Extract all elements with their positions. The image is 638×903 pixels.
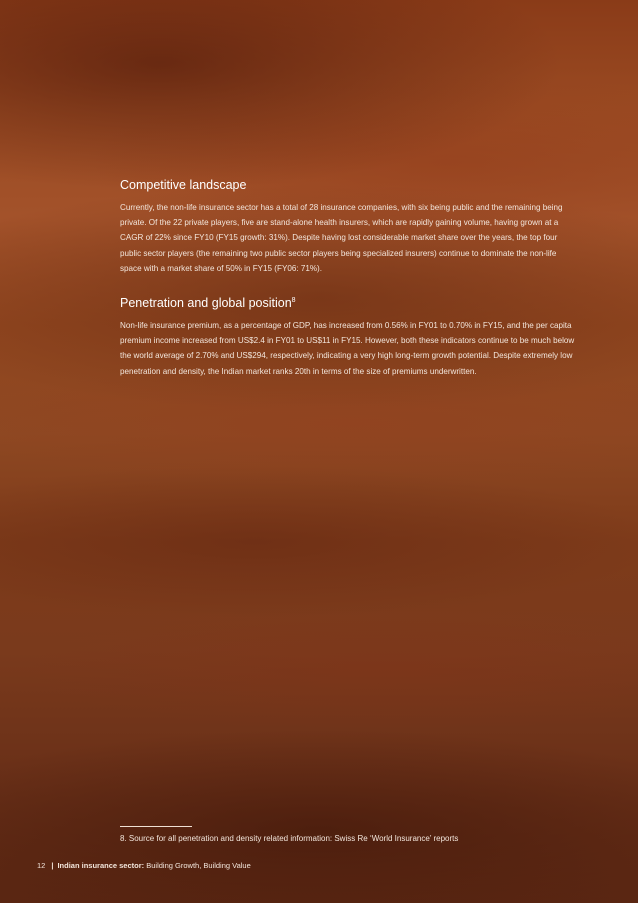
page-number: 12 bbox=[37, 861, 46, 870]
footnote: 8. Source for all penetration and density related information: Swiss Re ‘World Insurance’ reports bbox=[120, 834, 459, 843]
publication-tagline: Building Growth, Building Value bbox=[146, 861, 251, 870]
section-penetration-global-position bbox=[120, 296, 580, 379]
section-competitive-landscape bbox=[120, 178, 580, 276]
section-heading-text: Penetration and global position bbox=[120, 296, 292, 311]
footer-separator: | bbox=[51, 861, 54, 870]
footnote-reference[interactable]: 8 bbox=[291, 296, 296, 304]
page-footer bbox=[37, 861, 251, 870]
main-content bbox=[120, 178, 580, 379]
section-heading: Competitive landscape bbox=[120, 178, 247, 192]
publication-title: Indian insurance sector: bbox=[57, 861, 145, 870]
footnote-divider bbox=[120, 826, 192, 827]
section-body: Non-life insurance premium, as a percentage of GDP, has increased from 0.56% in FY01 to 0.70% in FY15, and the per capita premium income increased from US$2.4 in FY01 to US$11 in FY15. However, both these indicators continue to be much below the world average of 2.70% and US$294, respectively, indicating a very high long-term growth potential. Despite extremely low penetration and density, the Indian market ranks 20th in terms of the size of premiums underwritten. bbox=[120, 321, 575, 376]
section-body: Currently, the non-life insurance sector has a total of 28 insurance companies, with six being public and the remaining being private. Of the 22 private players, five are stand-alone health insurers, which are rapidly gaining volume, having grown at a CAGR of 22% since FY10 (FY15 growth: 31%). Despite having lost considerable market share over the years, the top four public sector players (the remaining two public sector players being specialized insurers) continue to dominate the non-life space with a market share of 50% in FY15 (FY06: 71%). bbox=[120, 203, 563, 273]
section-heading bbox=[120, 296, 580, 310]
